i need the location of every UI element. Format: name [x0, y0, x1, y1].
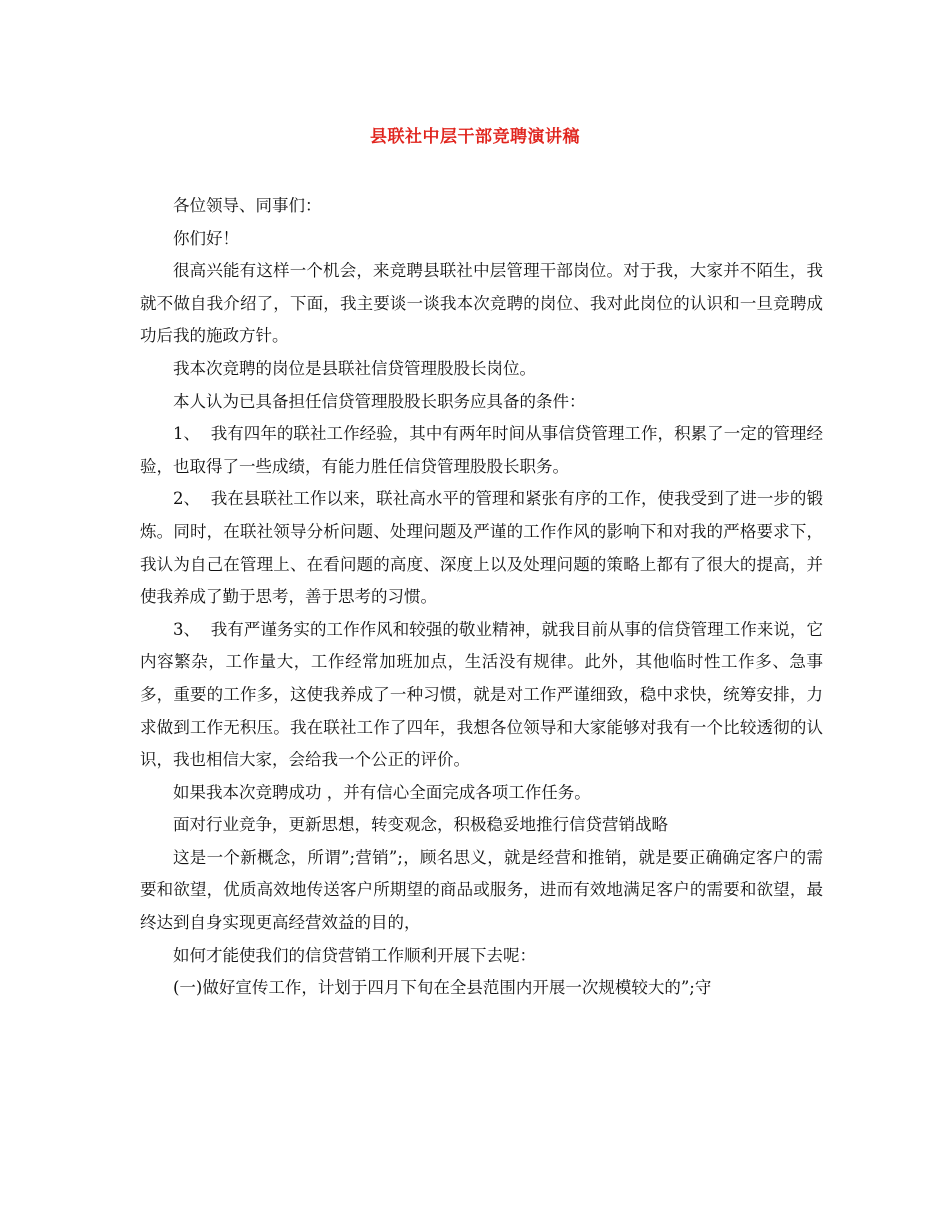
paragraph-position: 我本次竞聘的岗位是县联社信贷管理股股长岗位。: [173, 358, 536, 378]
paragraph-hello: 你们好！: [173, 228, 239, 248]
paragraph-condition-3: 3、 我有严谨务实的工作作风和较强的敬业精神，就我目前从事的信贷管理工作来说，它内容繁杂，工作量大，工作经常加班加点，生活没有规律。此外，其他临时性工作多、急事多，重要的工作多，这使我养成了一种习惯，就是对工作严谨细致，稳中求快，统筹安排，力求做到工作无积压。我在联社工作了四年，我想各位领导和大家能够对我有一个比较透彻的认识，我也相信大家，会给我一个公正的评价。: [140, 619, 823, 770]
paragraph-condition-2: 2、 我在县联社工作以来，联社高水平的管理和紧张有序的工作，使我受到了进一步的锻炼。同时，在联社领导分析问题、处理问题及严谨的工作作风的影响下和对我的严格要求下，我认为自己在管理上、在看问题的高度、深度上以及处理问题的策略上都有了很大的提高，并使我养成了勤于思考，善于思考的习惯。: [140, 489, 823, 607]
paragraph-strategy-heading: 面对行业竞争，更新思想，转变观念，积极稳妥地推行信贷营销战略: [173, 815, 668, 835]
paragraph-intro: 很高兴能有这样一个机会，来竞聘县联社中层管理干部岗位。对于我，大家并不陌生，我就不做自我介绍了，下面，我主要谈一谈我本次竞聘的岗位、我对此岗位的认识和一旦竞聘成功后我的施政方针。: [140, 261, 823, 346]
paragraph-conditions-heading: 本人认为已具备担任信贷管理股股长职务应具备的条件：: [173, 391, 586, 411]
paragraph-confidence: 如果我本次竞聘成功 ，并有信心全面完成各项工作任务。: [173, 782, 591, 802]
document-body: [140, 190, 823, 1005]
paragraph-marketing-concept: 这是一个新概念，所谓”;营销”;，顾名思义，就是经营和推销，就是要正确确定客户的需要和欲望，优质高效地传送客户所期望的商品或服务，进而有效地满足客户的需要和欲望，最终达到自身实现更高经营效益的目的，: [140, 847, 823, 933]
paragraph-item-1: (一)做好宣传工作，计划于四月下旬在全县范围内开展一次规模较大的”;守: [173, 978, 712, 998]
paragraph-greeting: 各位领导、同事们：: [173, 196, 322, 215]
document-title: 县联社中层干部竞聘演讲稿: [370, 127, 580, 147]
paragraph-condition-1: 1、 我有四年的联社工作经验，其中有两年时间从事信贷管理工作，积累了一定的管理经验，也取得了一些成绩，有能力胜任信贷管理股股长职务。: [140, 424, 823, 476]
paragraph-marketing-question: 如何才能使我们的信贷营销工作顺利开展下去呢：: [173, 945, 536, 965]
